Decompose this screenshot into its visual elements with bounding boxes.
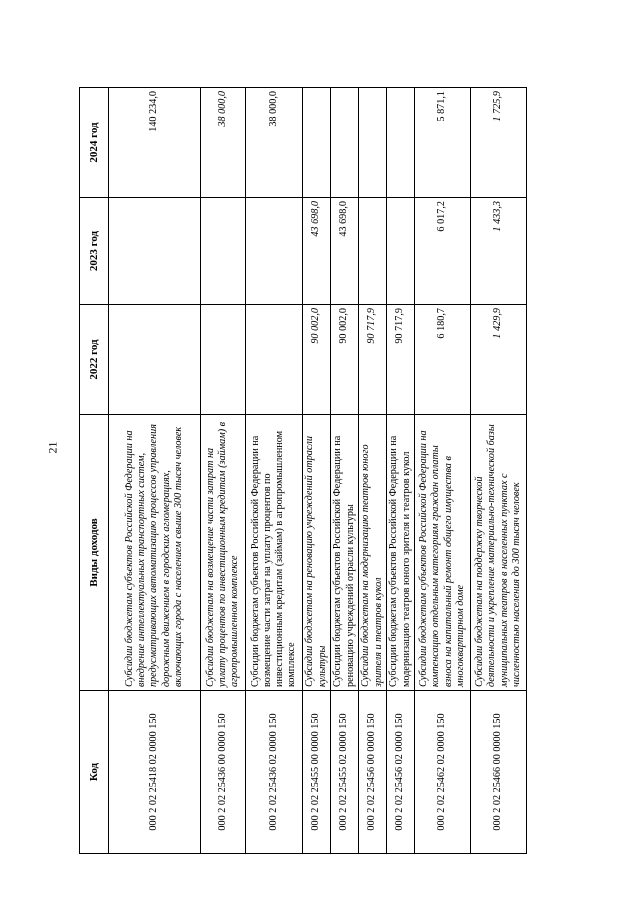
rotated-table-container — [79, 88, 525, 854]
table-header-row — [80, 88, 109, 854]
table-row — [246, 88, 303, 854]
table-row — [415, 88, 471, 854]
row-name: Субсидии бюджетам субъектов Российской Федерации на реновацию учреждений отрасли культуры — [331, 415, 359, 691]
row-2024: 1 725,9 — [471, 88, 527, 198]
row-2023: 43 698,0 — [331, 198, 359, 305]
row-2022 — [246, 305, 303, 415]
row-name: Субсидии бюджетам на возмещение части затрат на уплату процентов по инвестиционным кредитам (займам) в агропромышленном комплексе — [201, 415, 246, 691]
row-name: Субсидии бюджетам на модернизацию театров юного зрителя и театров кукол — [359, 415, 387, 691]
table-row — [471, 88, 527, 854]
table-row — [387, 88, 415, 854]
row-name: Субсидии бюджетам на поддержку творческой деятельности и укрепление материально-технической базы муниципальных театров в населенных пунктах с численностью населения до 300 тысяч человек — [471, 415, 527, 691]
row-2024 — [303, 88, 331, 198]
row-name: Субсидии бюджетам субъектов Российской Федерации на компенсацию отдельным категориям граждан оплаты взноса на капитальный ремонт общего имущества в многоквартирном доме — [415, 415, 471, 691]
row-2023 — [359, 198, 387, 305]
row-2023 — [109, 198, 201, 305]
row-2024 — [359, 88, 387, 198]
table-row — [331, 88, 359, 854]
row-code: 000 2 02 25455 00 0000 150 — [303, 691, 331, 854]
table-row — [303, 88, 331, 854]
row-code: 000 2 02 25456 02 0000 150 — [387, 691, 415, 854]
revenue-table — [79, 87, 527, 854]
header-name: Виды доходов — [80, 415, 109, 691]
row-2023 — [201, 198, 246, 305]
row-2022: 90 717,9 — [387, 305, 415, 415]
row-2023: 6 017,2 — [415, 198, 471, 305]
header-code: Код — [80, 691, 109, 854]
row-2023 — [387, 198, 415, 305]
row-code: 000 2 02 25436 02 0000 150 — [246, 691, 303, 854]
row-2023: 43 698,0 — [303, 198, 331, 305]
header-2024: 2024 год — [80, 88, 109, 198]
table-row — [201, 88, 246, 854]
row-code: 000 2 02 25462 02 0000 150 — [415, 691, 471, 854]
row-name: Субсидии бюджетам субъектов Российской Федерации на внедрение интеллектуальных транспортных систем, предусматривающих автоматизацию процессов управления дорожным движением в городских агломерациях, включающих города с населением свыше 300 тысяч человек — [109, 415, 201, 691]
row-2022: 90 002,0 — [331, 305, 359, 415]
row-2022 — [109, 305, 201, 415]
row-name: Субсидии бюджетам субъектов Российской Федерации на модернизацию театров юного зрителя и театров кукол — [387, 415, 415, 691]
row-2023: 1 433,3 — [471, 198, 527, 305]
row-2022: 90 717,9 — [359, 305, 387, 415]
row-2024: 38 000,0 — [201, 88, 246, 198]
row-2024: 140 234,0 — [109, 88, 201, 198]
row-2022: 90 002,0 — [303, 305, 331, 415]
row-name: Субсидии бюджетам на реновацию учреждений отрасли культуры — [303, 415, 331, 691]
page-number: 21 — [45, 441, 60, 454]
row-code: 000 2 02 25436 00 0000 150 — [201, 691, 246, 854]
row-code: 000 2 02 25418 02 0000 150 — [109, 691, 201, 854]
row-code: 000 2 02 25455 02 0000 150 — [331, 691, 359, 854]
table-row — [359, 88, 387, 854]
row-2022 — [201, 305, 246, 415]
row-2024 — [387, 88, 415, 198]
row-2022: 1 429,9 — [471, 305, 527, 415]
header-2022: 2022 год — [80, 305, 109, 415]
row-2024: 38 000,0 — [246, 88, 303, 198]
row-2022: 6 180,7 — [415, 305, 471, 415]
row-name: Субсидии бюджетам субъектов Российской Федерации на возмещение части затрат на уплату процентов по инвестиционным кредитам (займам) в агропромышленном комплексе — [246, 415, 303, 691]
row-2023 — [246, 198, 303, 305]
row-2024 — [331, 88, 359, 198]
row-2024: 5 871,1 — [415, 88, 471, 198]
table-row — [109, 88, 201, 854]
row-code: 000 2 02 25456 00 0000 150 — [359, 691, 387, 854]
row-code: 000 2 02 25466 00 0000 150 — [471, 691, 527, 854]
header-2023: 2023 год — [80, 198, 109, 305]
